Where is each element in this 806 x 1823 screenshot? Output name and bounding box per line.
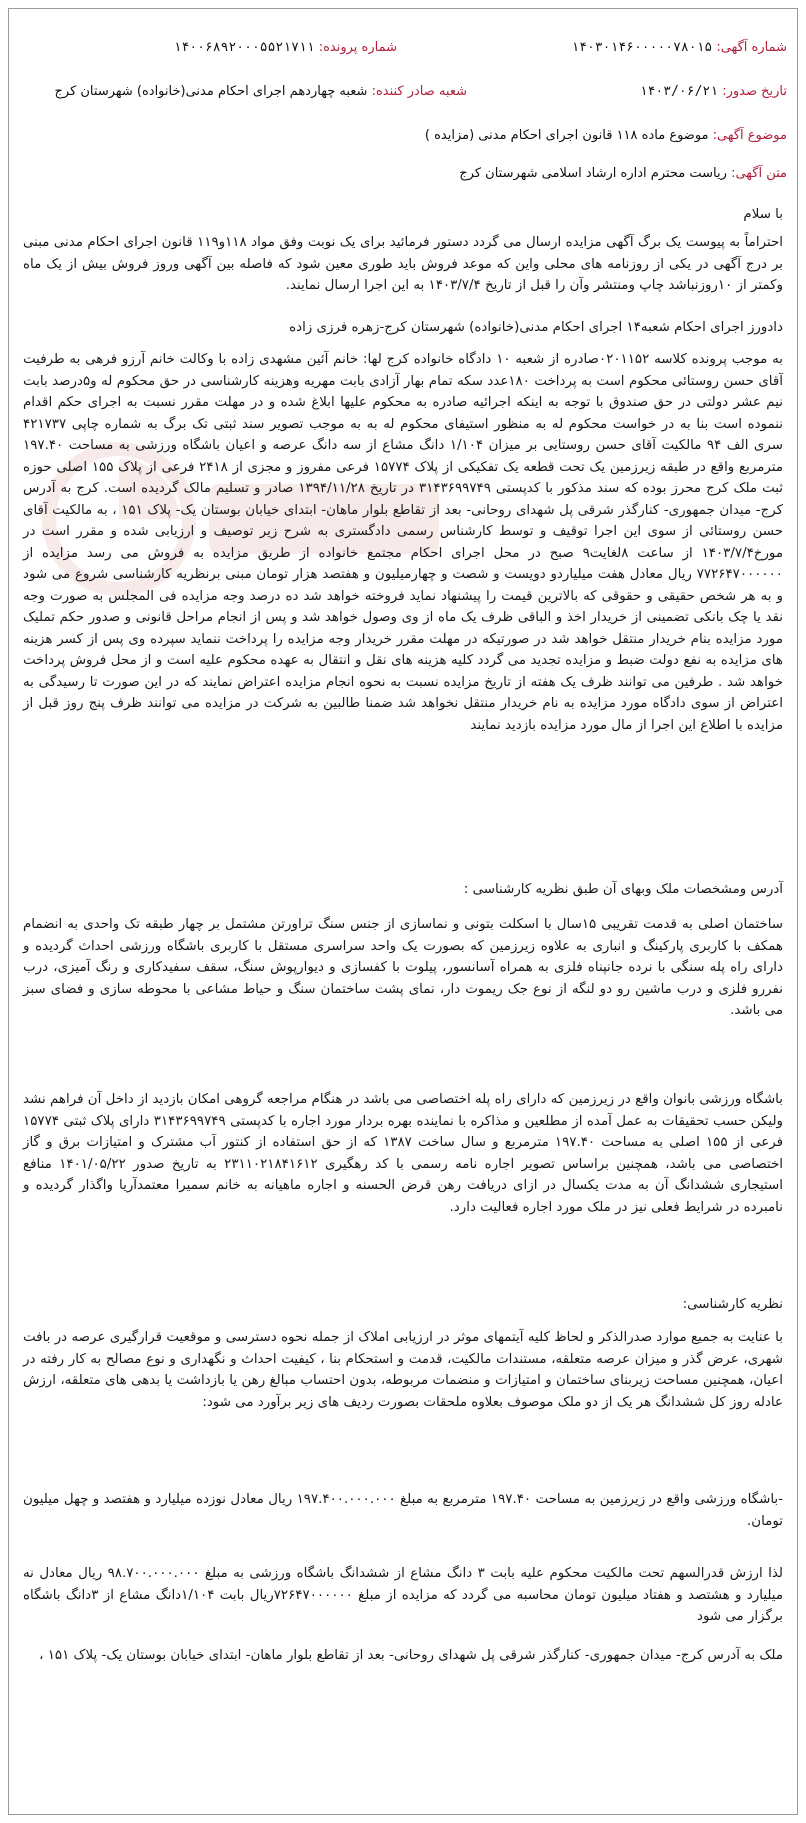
issue-date-value: ۱۴۰۳/۰۶/۲۱ [639,84,719,99]
issuer [55,83,468,101]
issue-date-label: تاریخ صدور: [722,84,787,99]
paragraph-address-heading: آدرس ومشخصات ملک وبهای آن طبق نظریه کارشناسی : [463,882,783,897]
paragraph-appraisal: با عنایت به جمیع موارد صدرالذکر و لحاظ کلیه آیتمهای موثر در ارزیابی املاک از جمله نحوه دسترسی و موقعیت قرارگیری عرصه در بافت شهری، عرض گذر و میزان عرصه متعلقه، مستندات مالکیت، قدمت و استحکام بنا ، کیفیت احداث و نگهداری و نوع مصالح به کار رفته در اعیان، همچنین مساحت زیربنای ساختمان و امتیازات و منضمات مربوطه، بدون احتساب مبالغ رهن یا بازداشت یا بدهی های متعلقه، ارزش عادله روز کل ششدانگ هر یک از دو ملک موصوف بعلاوه ملحقات بصورت ردیف های زیر برآورد می شود: [23,1330,783,1410]
paragraph-gym-value: -باشگاه ورزشی واقع در زیرزمین به مساحت ۱۹۷.۴۰ مترمربع به مبلغ ۱۹۷.۴۰۰.۰۰۰.۰۰۰ ریال معادل نوزده میلیارد و هفتصد و چهل میلیون تومان. [23,1492,783,1529]
subject [425,127,787,145]
paragraph-building-description: ساختمان اصلی به قدمت تقریبی ۱۵سال با اسکلت بتونی و نماسازی از جنس سنگ تراورتن مشتمل بر چهار طبقه تک واحدی به انضمام همکف با کاربری پارکینگ و انباری به علاوه زیرزمین که بصورت یک واحد سراسری مستقل با کاربری باشگاه ورزشی احداث گردیده و دارای راه پله سنگی با نرده جانپناه فلزی به همراه آسانسور، پیلوت با کفسازی و دیوارپوش سنگ، سقف سفیدکاری و رنگ آمیزی، درب نفررو فلزی و درب ماشین رو دو لنگه از نوع جک ریموت دار، نمای پشت ساختمان سنگ و حیاط مشاعی با محوطه سازی و فضای سبز می باشد. [23,917,783,1018]
case-number-value: ۱۴۰۰۶۸۹۲۰۰۰۵۵۲۱۷۱۱ [173,40,315,55]
subject-value: موضوع ماده ۱۱۸ قانون اجرای احکام مدنی (مزایده ) [424,128,709,143]
paragraph-intro: احتراماً به پیوست یک برگ آگهی مزایده ارسال می گردد دستور فرمائید برای یک نوبت وفق مواد ۱۱۸و۱۱۹ قانون اجرای احکام مدنی مبنی بر درج آگهی در یکی از روزنامه های محلی واین که موعد فروش باید طوری معین شود که فاصله بین آگهی وروز فروش بیش از یک ماه وکمتر از ۱۰روزنباشد چاپ ومنتشر وآن را قبل از تاریخ ۱۴۰۳/۷/۴ به این اجرا ارسال نمایند. [23,235,783,293]
paragraph-signature: دادورز اجرای احکام شعبه۱۴ اجرای احکام مدنی(خانواده) شهرستان کرج-زهره فرزی زاده [289,320,783,335]
ad-number [571,39,787,57]
case-number [174,39,397,57]
paragraph-appraisal-heading: نظریه کارشناسی: [682,1297,783,1312]
greeting: با سلام [743,207,783,222]
paragraph-property-address: ملک به آدرس کرج- میدان جمهوری- کنارگذر شرقی پل شهدای روحانی- بعد از تقاطع بلوار ماهان- ابتدای خیابان بوستان یک- پلاک ۱۵۱ ، [39,1648,783,1663]
issuer-value: شعبه چهاردهم اجرای احکام مدنی(خانواده) شهرستان کرج [54,84,368,99]
ad-text-recipient: ریاست محترم اداره ارشاد اسلامی شهرستان کرج [459,166,727,181]
paragraph-auction-details: به موجب پرونده کلاسه ۰۲۰۱۱۵۲صادره از شعبه ۱۰ دادگاه خانواده کرج لها: خانم آئین مشهدی زاده با وکالت خانم آرزو فرهی به طرفیت آقای حسن روستائی محکوم است به پرداخت ۱۸۰عدد سکه تمام بهار آزادی بابت مهریه وهزینه کارشناسی در حق محکوم له و۵درصد بابت نیم عشر دولتی در حق صندوق با توجه به اینکه اجرائیه صادره به محکوم علیها ابلاغ شده و در مهلت مقرر نسبت به اجرای حکم اقدام ننموده است بنا به در خواست محکوم له به منظور استیفای محکوم له به به موجب تصویر سند ثبتی تک برگ به شماره چاپی ۴۲۱۷۳۷ سری الف ۹۴ مالکیت آقای حسن روستایی بر میزان ۱/۱۰۴ دانگ مشاع از سه دانگ عرصه و اعیان باشگاه ورزشی به مساحت ۱۹۷.۴۰ مترمربع واقع در طبقه زیرزمین یک تحت قطعه یک تفکیکی از پلاک ۱۵۷۷۴ فرعی مفروز و مجزی از ۲۴۱۸ فرعی از پلاک ۱۵۵ اصلی حوزه ثبت ملک کرج محرز بوده که سند مذکور با کدپستی ۳۱۴۳۶۹۹۷۴۹ در تاریخ ۱۳۹۴/۱۱/۲۸ صادر و تسلیم مالک گردیده است. کرج به آدرس کرج- میدان جمهوری- کنارگذر شرقی پل شهدای روحانی- بعد از تقاطع بلوار ماهان- ابتدای خیابان بوستان یک- پلاک ۱۵۱ ، به مالکیت آقای حسن روستائی از سوی این اجرا توقیف و توسط کارشناس رسمی دادگستری به شرح زیر توصیف و ارزیابی شده و مقرر است در مورخ۱۴۰۳/۷/۴ از ساعت ۸لغایت۹ صبح در محل اجرای احکام مجتمع خانواده از طریق مزایده به فروش می رسد مزایده از ۷۷۲۶۴۷۰۰۰۰۰۰ ریال معادل هفت میلیاردو دویست و شصت و چهارمیلیون و هفتصد هزار تومان مبنی برنظریه کارشناسی شروع می شود و به هر شخص حقیقی و حقوقی که بالاترین قیمت را پیشنهاد نماید فروخته خواهد شد ده درصد وجه مزایده فی المجلس به صورت وجه نقد یا چک بانکی تضمینی از خریدار اخذ و الباقی ظرف یک ماه از وی وصول خواهد شد و پس از انجام مراحل قانونی و صدور حکم تملیک مورد مزایده بنام خریدار منتقل خواهد شد در صورتیکه در مهلت مقرر خریدار وجه مزایده را پرداخت ننماید سپرده وی پس از کسر هزینه های مزایده به نفع دولت ضبط و مزایده تجدید می گردد کلیه هزینه های نقل و انتقال به عهده محکوم علیه است و از محل فروش پرداخت خواهد شد . طرفین می توانند ظرف یک هفته از تاریخ مزایده نسبت به نحوه انجام مزایده اعتراض نمایند که در این صورت تا رسیدگی به اعتراض از سوی دادگاه مورد مزایده به نام خریدار منتقل نخواهد شد ضمنا طالبین به شرکت در مزایده می توانند ظرف پنج روز قبل از مزایده با اطلاع این اجرا از مال مورد مزایده بازدید نمایند [23,352,784,733]
issue-date [640,83,787,101]
ad-number-label: شماره آگهی: [716,40,787,55]
paragraph-share-value: لذا ارزش قدرالسهم تحت مالکیت محکوم علیه بابت ۳ دانگ مشاع از ششدانگ باشگاه ورزشی به مبلغ ۹۸.۷۰۰.۰۰۰.۰۰۰ ریال معادل نه میلیارد و هشتصد و هفتاد میلیون تومان محاسبه می گردد که مزایده از مبلغ ۷۲۶۴۷۰۰۰۰۰۰ریال بابت ۱/۱۰۴دانگ مشاع از ۳دانگ باشگاه برگزار می شود [23,1566,784,1624]
paragraph-gym-description: باشگاه ورزشی بانوان واقع در زیرزمین که دارای راه پله اختصاصی می باشد در هنگام مراجعه گروهی امکان بازدید از داخل آن فراهم نشد ولیکن حسب تحقیقات به عمل آمده از مطلعین و مذاکره با نماینده بهره بردار مورد اجاره با کدپستی ۳۱۴۳۶۹۹۷۴۹ دارای پلاک ثبتی ۱۵۷۷۴ فرعی از ۱۵۵ اصلی به مساحت ۱۹۷.۴۰ مترمربع و سال ساخت ۱۳۸۷ که از حق استفاده از کنتور آب مشترک و امتیازات برق و گاز اختصاصی می باشد، همچنین براساس تصویر اجاره نامه رسمی با کد رهگیری ۲۳۱۱۰۲۱۸۴۱۶۱۲ به تاریخ صدور ۱۴۰۱/۰۵/۲۲ منافع استیجاری ششدانگ آن به مدت یکسال در ازای دریافت رهن قرض الحسنه و اجاره ماهیانه به خانم سمیرا معتمدآریا واگذار گردیده و نامبرده در شرایط فعلی نیز در ملک مورد اجاره فعالیت دارد. [23,1092,783,1215]
case-number-label: شماره پرونده: [318,40,397,55]
ad-text-heading [459,165,787,183]
ad-text-label: متن آگهی: [731,166,787,181]
ad-number-value: ۱۴۰۳۰۱۴۶۰۰۰۰۰۷۸۰۱۵ [571,40,713,55]
document-page [8,8,798,1815]
issuer-label: شعبه صادر کننده: [371,84,467,99]
subject-label: موضوع آگهی: [712,128,787,143]
